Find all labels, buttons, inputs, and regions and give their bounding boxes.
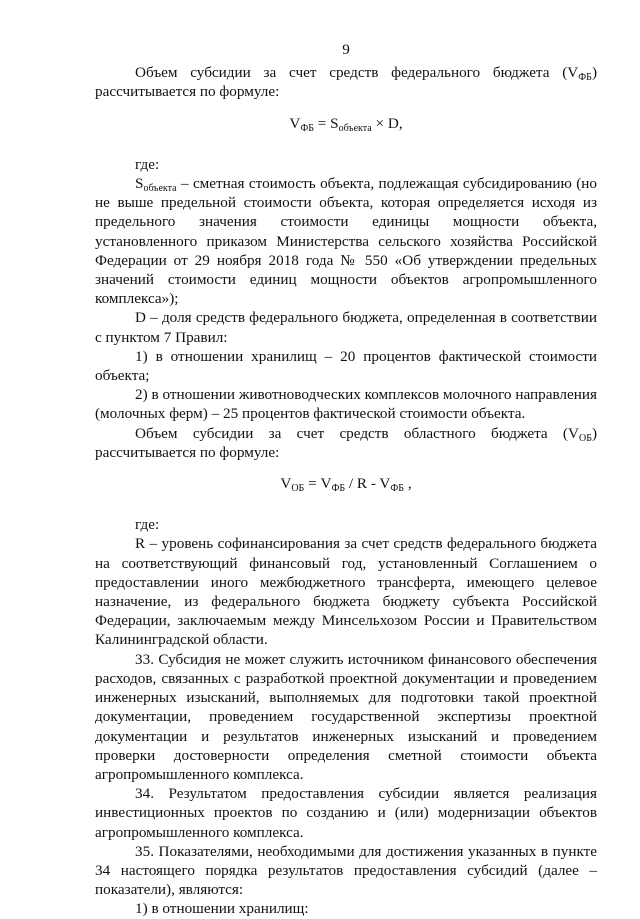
paragraph-item-35: 35. Показателями, необходимыми для достижения указанных в пункте 34 настоящего порядка результатов предоставления субсидий (далее – показатели), являются: <box>95 842 597 899</box>
paragraph-livestock-share: 2) в отношении животноводческих комплексов молочного направления (молочных ферм) – 25 процентов фактической стоимости объекта. <box>95 386 597 423</box>
where-label-2: где: <box>135 516 160 534</box>
paragraph-item-34: 34. Результатом предоставления субсидии является реализация инвестиционных проектов по созданию и (или) модернизации объектов агропромышленного комплекса. <box>95 785 597 841</box>
page-number: 9 <box>342 41 350 58</box>
document-page <box>95 40 597 919</box>
paragraph-storage-indicators: 1) в отношении хранилищ: <box>135 900 309 918</box>
paragraph-federal-subsidy: Объем субсидии за счет средств федерального бюджета $(V_{ФБ})$ рассчитывается по формуле: <box>95 64 597 101</box>
formula-federal: $V_{ФБ} = S_{объекта} \times D$, <box>289 114 403 134</box>
formula-regional: $V_{ОБ} = V_{ФБ} / R - V_{ФБ}$ , <box>280 475 412 495</box>
paragraph-federal-share: D – доля средств федерального бюджета, определенная в соответствии с пунктом 7 Правил: <box>95 309 597 346</box>
paragraph-storage-share: 1) в отношении хранилищ – 20 процентов фактической стоимости объекта; <box>95 347 597 385</box>
paragraph-object-cost: $S_{объекта}$ – сметная стоимость объекта, подлежащая субсидированию (но не выше предельной стоимости объекта, которая определяется исходя из предельного значения стоимости единицы мощности объекта, установленного приказом Министерства сельского хозяйства Российской Федерации от 29 ноября 2018 года № 550 «Об утверждении предельных значений стоимости единиц мощности объектов агропромышленного комплекса»); <box>95 175 597 308</box>
paragraph-item-33: 33. Субсидия не может служить источником финансового обеспечения расходов, связанных с разработкой проектной документации и проведением инженерных изысканий, выполняемых для подготовки такой проектной документации, проведением государственной экспертизы проектной документации и результатов инженерных изысканий и проведением проверки достоверности определения сметной стоимости объекта агропромышленного комплекса. <box>95 650 597 783</box>
where-label: где: <box>135 155 160 173</box>
paragraph-regional-subsidy: Объем субсидии за счет средств областного бюджета $(V_{ОБ})$ рассчитывается по формуле: <box>95 424 597 461</box>
paragraph-cofinancing: R – уровень софинансирования за счет средств федерального бюджета на соответствующий финансовый год, установленный Соглашением о предоставлении иного межбюджетного трансферта, имеющего целевое назначение, из федерального бюджета бюджету субъекта Российской Федерации, заключаемым между Минсельхозом России и Правительством Калининградской области. <box>95 535 597 649</box>
